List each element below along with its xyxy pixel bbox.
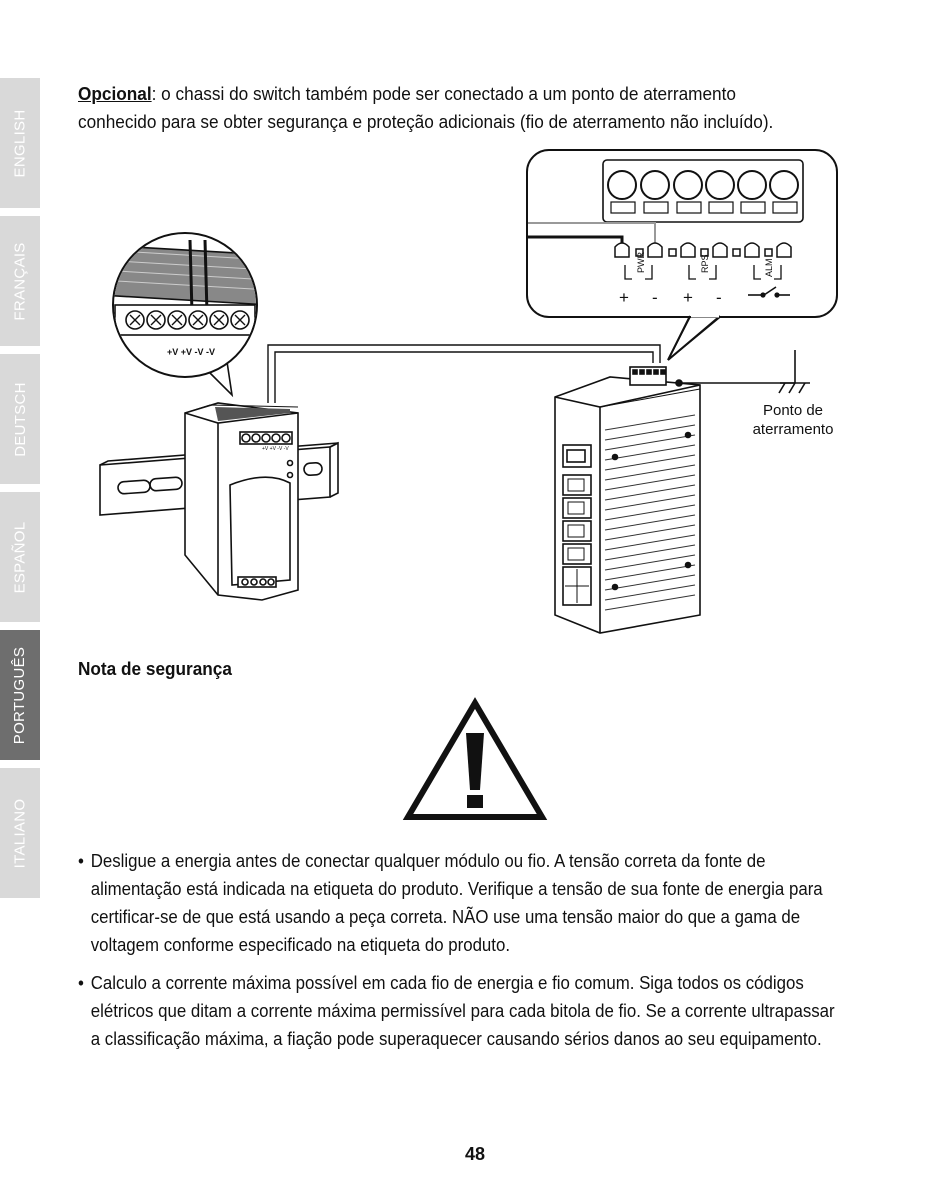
bullet-text: Calculo a corrente máxima possível em cada fio de energia e fio comum. Siga todos os códigos elétricos que ditam a corrente máxima permissível para cada bitola de fio. Se a corrente ultrapassar a classificação máxima, a fiação pode superaquecer causando sérios danos ao seu equipamento.	[90, 972, 835, 1049]
rps-label: RPS	[700, 254, 710, 273]
intro-emphasis: Opcional	[78, 83, 152, 104]
tab-portugues[interactable]	[0, 630, 40, 760]
intro-paragraph	[78, 80, 803, 136]
tab-label: DEUTSCH	[11, 381, 29, 457]
rps-plus: +	[683, 288, 693, 307]
psu-small-labels: +V +V -V -V	[262, 446, 289, 452]
bullet-dot: •	[78, 972, 84, 993]
pwr-minus: -	[652, 288, 658, 307]
bullet-text: Desligue a energia antes de conectar qualquer módulo ou fio. A tensão correta da fonte de alimentação está indicada na etiqueta do produto. Verifique a tensão de sua fonte de energia para certificar-se de que está usando a peça correta. NÃO use uma tensão maior do que a gama de voltagem conforme especificado na etiqueta do produto.	[90, 850, 823, 955]
tab-label: FRANÇAIS	[11, 241, 29, 321]
tab-label: ENGLISH	[11, 109, 29, 177]
list-item	[78, 847, 842, 959]
tab-label: ESPAÑOL	[11, 521, 29, 593]
alm-label: ALM	[764, 258, 774, 277]
switch-terminal-callout	[527, 150, 837, 360]
grounding-diagram	[0, 145, 950, 645]
intro-text: : o chassi do switch também pode ser conectado a um ponto de aterramento conhecido para se obter segurança e proteção adicionais (fio de aterramento não incluído).	[78, 83, 774, 132]
tab-label: PORTUGUÊS	[11, 646, 29, 744]
industrial-switch	[555, 367, 700, 633]
tab-italiano[interactable]	[0, 768, 40, 898]
ground-connection	[682, 350, 833, 438]
page-number: 48	[464, 1144, 486, 1164]
warning-icon	[402, 695, 548, 823]
pwr-label: PWR	[636, 252, 646, 273]
rps-minus: -	[716, 288, 722, 307]
ground-label-line1: Ponto de	[762, 402, 824, 419]
tab-label: ITALIANO	[11, 798, 29, 868]
power-supply	[185, 403, 298, 600]
pwr-plus: +	[619, 288, 629, 307]
ground-label-line2: aterramento	[752, 421, 834, 438]
list-item	[78, 969, 842, 1053]
safety-bullets	[78, 847, 842, 1063]
psu-terminal-labels: +V +V -V -V	[167, 347, 216, 357]
psu-zoom-callout	[100, 233, 270, 395]
safety-heading: Nota de segurança	[78, 658, 232, 679]
bullet-dot: •	[78, 850, 84, 871]
